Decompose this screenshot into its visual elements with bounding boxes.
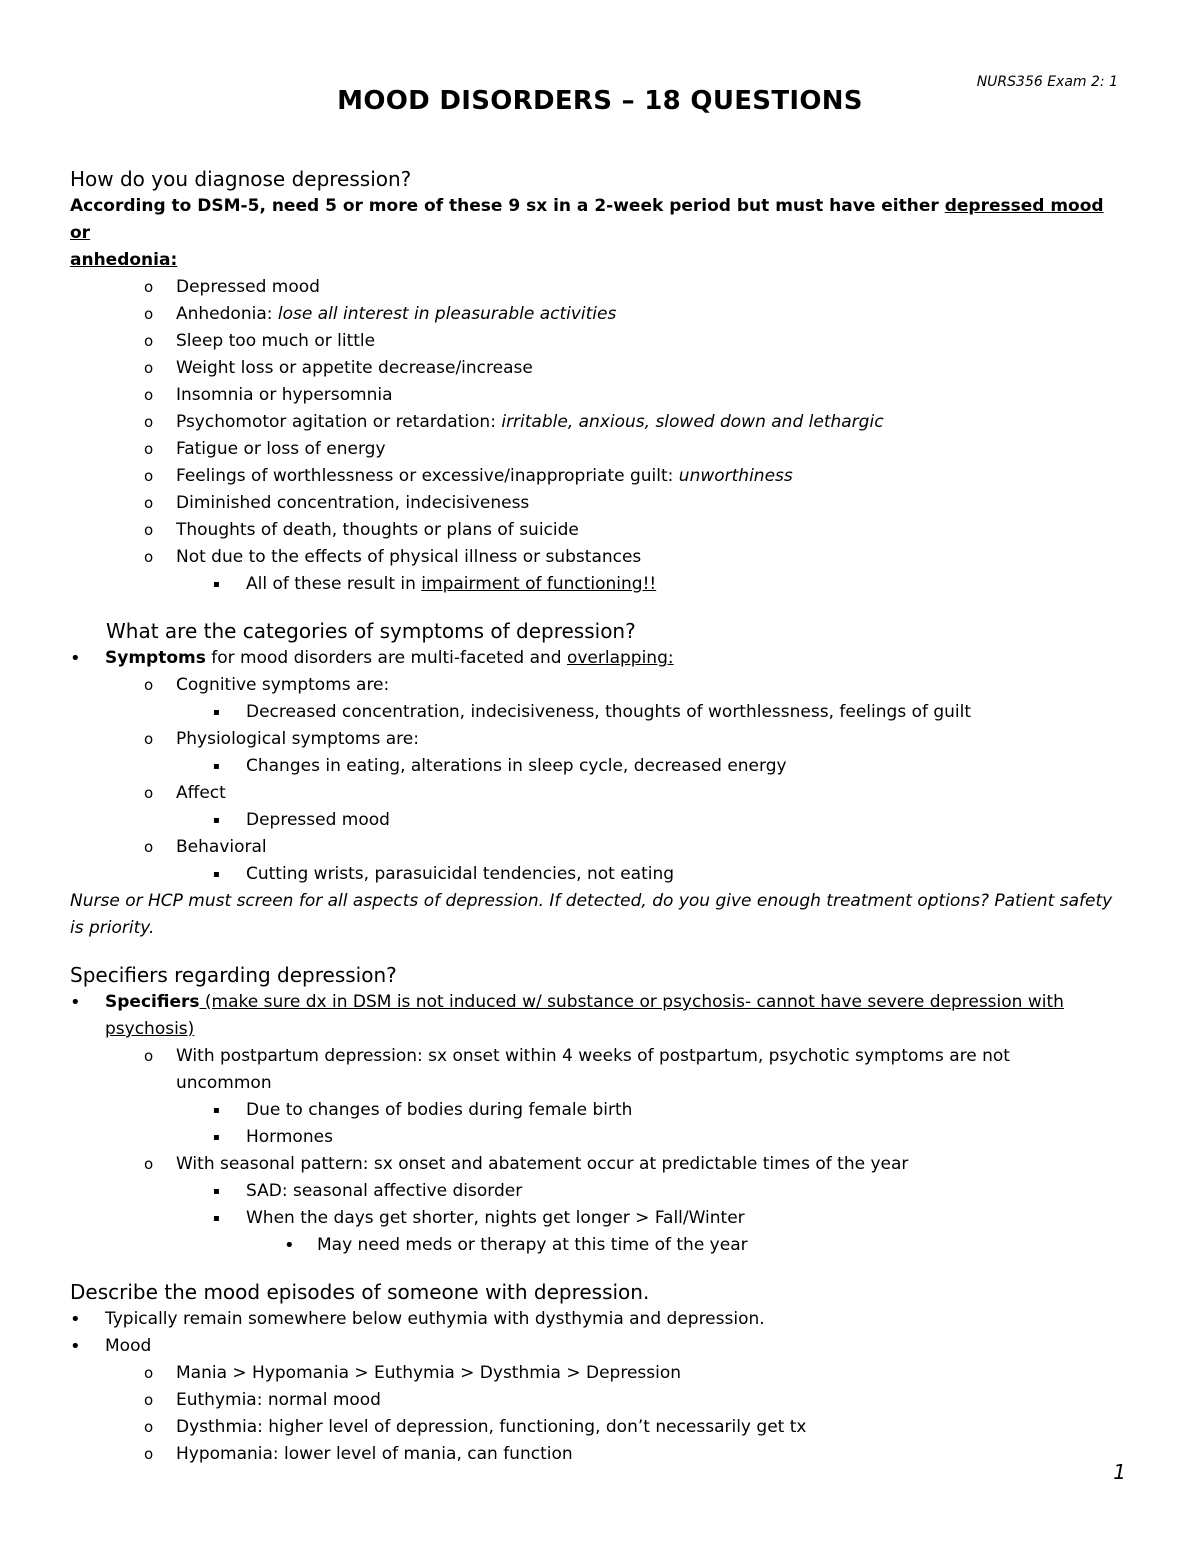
circle-bullet-icon: o	[144, 548, 154, 566]
item-text: Not due to the effects of physical illness or substances	[176, 547, 642, 567]
item-text: Dysthmia: higher level of depression, functioning, don’t necessarily get tx	[176, 1417, 807, 1437]
bullet-icon: •	[70, 648, 81, 669]
item-text: for mood disorders are multi-faceted and	[205, 648, 567, 668]
item-text: Changes in eating, alterations in sleep cycle, decreased energy	[246, 756, 787, 776]
page-title: MOOD DISORDERS – 18 QUESTIONS	[337, 86, 863, 116]
circle-bullet-icon: o	[144, 1391, 154, 1409]
list-item	[70, 1387, 1128, 1414]
list-item	[70, 517, 1128, 544]
list-item	[70, 672, 1128, 699]
item-text: Mood	[105, 1336, 152, 1356]
circle-bullet-icon: o	[144, 521, 154, 539]
sub-list-item	[70, 571, 1128, 598]
screening-note-cont: is priority.	[70, 918, 155, 938]
list-item	[70, 1333, 1128, 1360]
list-item	[70, 409, 1128, 436]
sub-list-item	[70, 1124, 1128, 1151]
list-item	[70, 301, 1128, 328]
item-bold: Symptoms	[105, 648, 206, 668]
list-item	[70, 834, 1128, 861]
square-bullet-icon: ▪	[213, 1132, 220, 1143]
dsm-intro	[70, 193, 1128, 247]
sub-list-item	[70, 861, 1128, 888]
item-text: Euthymia: normal mood	[176, 1390, 381, 1410]
list-item	[70, 1151, 1128, 1178]
section-heading-mood-episodes: Describe the mood episodes of someone with depression.	[70, 1280, 650, 1304]
item-text: Sleep too much or little	[176, 331, 376, 351]
list-item	[70, 1306, 1128, 1333]
square-bullet-icon: ▪	[213, 1105, 220, 1116]
item-text: Typically remain somewhere below euthymia with dysthymia and depression.	[105, 1309, 765, 1329]
circle-bullet-icon: o	[144, 1364, 154, 1382]
dsm-intro-cont: anhedonia:	[70, 250, 178, 270]
item-text: Physiological symptoms are:	[176, 729, 419, 749]
item-text: Depressed mood	[176, 277, 320, 297]
item-text: Anhedonia:	[176, 304, 278, 324]
item-text: Affect	[176, 783, 226, 803]
item-underline: (make sure dx in DSM is not induced w/ substance or psychosis- cannot have severe depression with	[199, 992, 1064, 1012]
header-note: NURS356 Exam 2: 1	[976, 74, 1118, 90]
item-text: Thoughts of death, thoughts or plans of suicide	[176, 520, 579, 540]
square-bullet-icon: ▪	[213, 579, 220, 590]
list-item	[70, 1441, 1128, 1468]
list-item	[70, 544, 1128, 571]
circle-bullet-icon: o	[144, 494, 154, 512]
item-text: Depressed mood	[246, 810, 390, 830]
list-item	[70, 328, 1128, 355]
item-underline: overlapping:	[566, 648, 674, 668]
sub-list-item	[70, 753, 1128, 780]
circle-bullet-icon: o	[144, 305, 154, 323]
square-bullet-icon: ▪	[213, 815, 220, 826]
circle-bullet-icon: o	[144, 784, 154, 802]
item-text: Feelings of worthlessness or excessive/inappropriate guilt:	[176, 466, 679, 486]
item-text: Weight loss or appetite decrease/increase	[176, 358, 533, 378]
circle-bullet-icon: o	[144, 386, 154, 404]
sub-list-item	[70, 1097, 1128, 1124]
sub-list-item	[70, 1178, 1128, 1205]
square-bullet-icon: ▪	[213, 1213, 220, 1224]
list-item-cont: psychosis)	[105, 1019, 195, 1039]
bullet-icon: •	[70, 992, 81, 1013]
item-underline: impairment of functioning!!	[421, 574, 657, 594]
item-italic: unworthiness	[678, 466, 793, 486]
list-item	[70, 355, 1128, 382]
square-bullet-icon: ▪	[213, 869, 220, 880]
circle-bullet-icon: o	[144, 1155, 154, 1173]
item-text: Insomnia or hypersomnia	[176, 385, 393, 405]
list-item	[70, 989, 1128, 1016]
list-item-cont: uncommon	[176, 1073, 272, 1093]
circle-bullet-icon: o	[144, 413, 154, 431]
item-text: With postpartum depression: sx onset within 4 weeks of postpartum, psychotic symptoms are not	[176, 1046, 1010, 1066]
circle-bullet-icon: o	[144, 1445, 154, 1463]
circle-bullet-icon: o	[144, 278, 154, 296]
circle-bullet-icon: o	[144, 676, 154, 694]
section-heading-diagnose: How do you diagnose depression?	[70, 167, 412, 191]
circle-bullet-icon: o	[144, 440, 154, 458]
item-italic: irritable, anxious, slowed down and lethargic	[501, 412, 884, 432]
bullet-icon: •	[284, 1235, 295, 1256]
bullet-icon: •	[70, 1336, 81, 1357]
list-item	[70, 780, 1128, 807]
item-text: With seasonal pattern: sx onset and abatement occur at predictable times of the year	[176, 1154, 909, 1174]
page-number: 1	[1113, 1460, 1126, 1484]
item-italic: lose all interest in pleasurable activities	[277, 304, 617, 324]
sub-sub-list-item	[70, 1232, 1128, 1259]
circle-bullet-icon: o	[144, 332, 154, 350]
item-text: Cutting wrists, parasuicidal tendencies, not eating	[246, 864, 675, 884]
list-item	[70, 436, 1128, 463]
sub-list-item	[70, 699, 1128, 726]
sub-list-item	[70, 807, 1128, 834]
section-heading-categories: What are the categories of symptoms of depression?	[106, 619, 636, 643]
bullet-icon: •	[70, 1309, 81, 1330]
list-item	[70, 490, 1128, 517]
list-item	[70, 1360, 1128, 1387]
item-text: May need meds or therapy at this time of the year	[317, 1235, 748, 1255]
item-bold: Specifiers	[105, 992, 200, 1012]
list-item	[70, 1414, 1128, 1441]
circle-bullet-icon: o	[144, 1418, 154, 1436]
item-text: Decreased concentration, indecisiveness, thoughts of worthlessness, feelings of guilt	[246, 702, 972, 722]
list-item	[70, 726, 1128, 753]
list-item	[70, 382, 1128, 409]
sub-list-item	[70, 1205, 1128, 1232]
item-text: Fatigue or loss of energy	[176, 439, 386, 459]
square-bullet-icon: ▪	[213, 1186, 220, 1197]
item-text: Mania > Hypomania > Euthymia > Dysthmia > Depression	[176, 1363, 682, 1383]
item-text: Hypomania: lower level of mania, can function	[176, 1444, 573, 1464]
square-bullet-icon: ▪	[213, 707, 220, 718]
item-text: Cognitive symptoms are:	[176, 675, 390, 695]
item-text: Hormones	[246, 1127, 333, 1147]
item-text: SAD: seasonal affective disorder	[246, 1181, 523, 1201]
list-item	[70, 463, 1128, 490]
section-heading-specifiers: Specifiers regarding depression?	[70, 963, 397, 987]
item-text: Psychomotor agitation or retardation:	[176, 412, 502, 432]
circle-bullet-icon: o	[144, 467, 154, 485]
circle-bullet-icon: o	[144, 730, 154, 748]
item-text: Behavioral	[176, 837, 267, 857]
screening-note: Nurse or HCP must screen for all aspects of depression. If detected, do you give enough treatment options? Patient safety	[70, 891, 1113, 911]
document-body	[70, 166, 1128, 1468]
circle-bullet-icon: o	[144, 838, 154, 856]
square-bullet-icon: ▪	[213, 761, 220, 772]
item-text: When the days get shorter, nights get longer > Fall/Winter	[246, 1208, 745, 1228]
dsm-intro-underline: depressed mood or	[70, 196, 1104, 243]
item-text: Due to changes of bodies during female birth	[246, 1100, 633, 1120]
circle-bullet-icon: o	[144, 1047, 154, 1065]
circle-bullet-icon: o	[144, 359, 154, 377]
item-text: All of these result in	[246, 574, 422, 594]
list-item	[70, 645, 1128, 672]
item-text: Diminished concentration, indecisiveness	[176, 493, 530, 513]
dsm-intro-text: According to DSM-5, need 5 or more of these 9 sx in a 2-week period but must have either	[70, 196, 945, 216]
list-item	[70, 274, 1128, 301]
list-item	[70, 1043, 1128, 1070]
